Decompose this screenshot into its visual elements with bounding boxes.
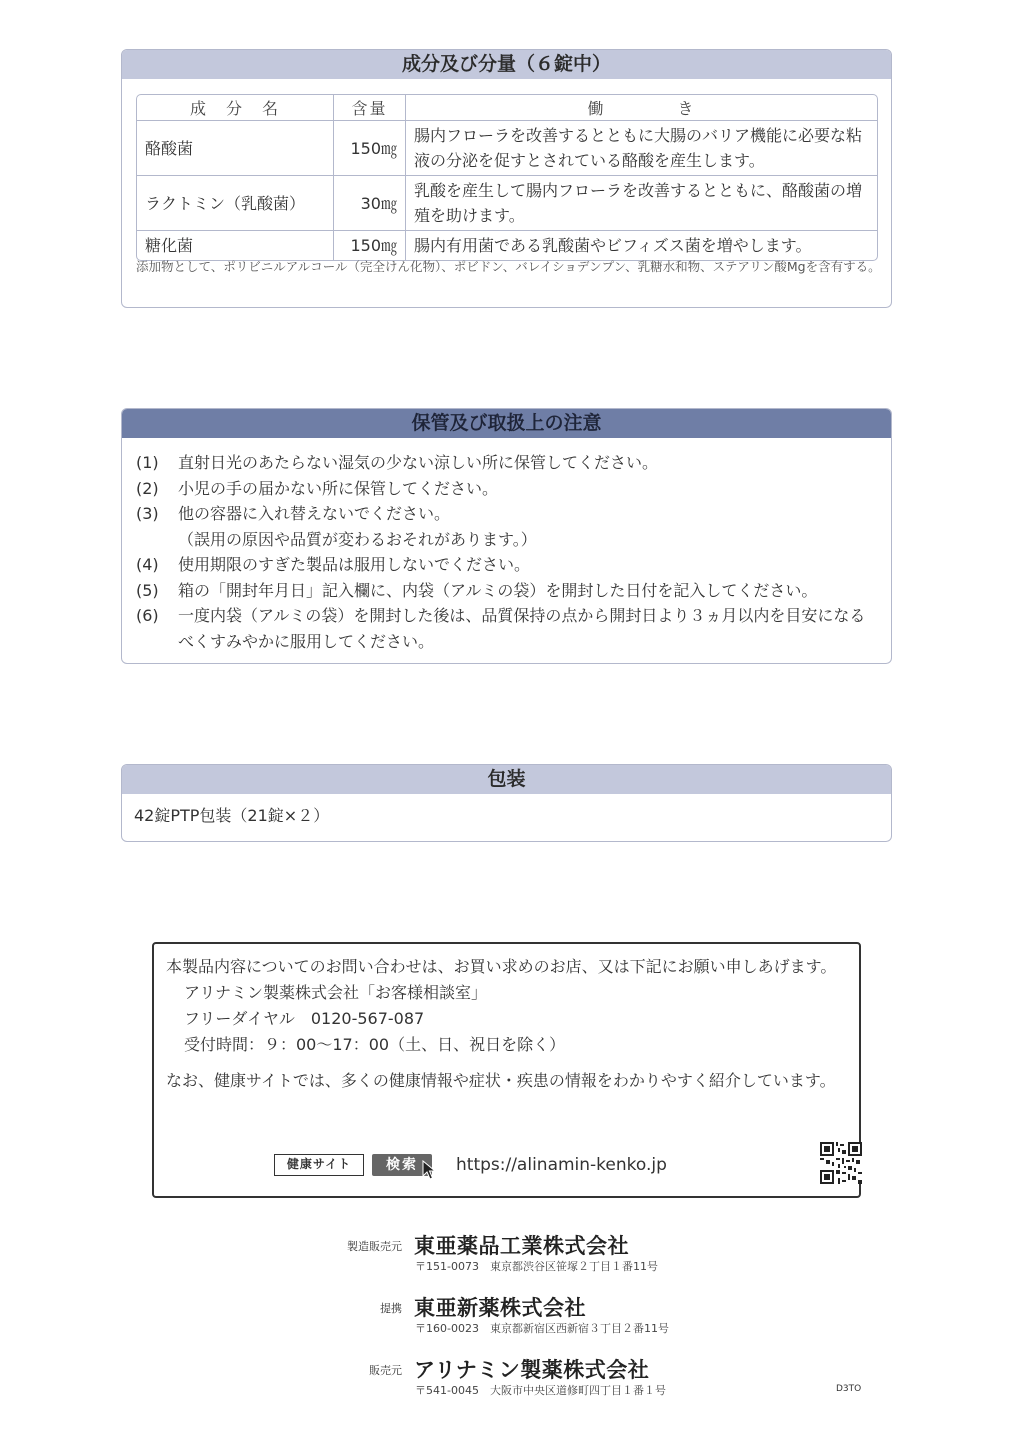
- contact-intro: 本製品内容についてのお問い合わせは、お買い求めのお店、又は下記にお願い申しあげます。: [166, 957, 837, 976]
- health-site-text: なお、健康サイトでは、多くの健康情報や症状・疾患の情報をわかりやすく紹介しています。: [166, 1071, 836, 1090]
- item-text: 一度内袋（アルミの袋）を開封した後は、品質保持の点から開封日より３ヵ月以内を目安になるべくすみやかに服用してください。: [178, 606, 866, 651]
- cursor-icon: [422, 1160, 436, 1180]
- item-number: (3): [136, 504, 159, 523]
- ingredient-amount: 30㎎: [334, 176, 406, 231]
- item-number: (6): [136, 606, 159, 625]
- item-number: (4): [136, 555, 159, 574]
- storage-title: 保管及び取扱上の注意: [122, 409, 891, 438]
- additives-note: 添加物として、ポリビニルアルコール（完全けん化物）、ポビドン、バレイショデンプン、乳糖水和物、ステアリン酸Mgを含有する。: [136, 259, 881, 274]
- company-role: 製造販売元: [347, 1240, 402, 1253]
- ingredients-table: [136, 94, 878, 261]
- company-address: 〒151-0073 東京都渋谷区笹塚２丁目１番11号: [415, 1260, 658, 1273]
- item-number: [136, 527, 178, 553]
- ingredient-name: ラクトミン（乳酸菌）: [137, 176, 334, 231]
- ingredients-section: [121, 49, 892, 308]
- company-name: 東亜薬品工業株式会社: [414, 1234, 629, 1258]
- item-number: (1): [136, 453, 159, 472]
- ingredient-name: 糖化菌: [137, 231, 334, 260]
- table-row: [137, 176, 877, 231]
- list-item: [136, 603, 891, 654]
- item-number: (2): [136, 478, 159, 498]
- contact-phone: フリーダイヤル 0120-567-087: [184, 1009, 425, 1028]
- item-text: 小児の手の届かない所に保管してください。: [178, 478, 499, 498]
- item-number: (5): [136, 580, 159, 600]
- qr-code-icon: [820, 1142, 862, 1184]
- contact-company: アリナミン製薬株式会社「お客様相談室」: [184, 983, 488, 1002]
- company-address: 〒541-0045 大阪市中央区道修町四丁目１番１号: [415, 1384, 666, 1397]
- table-header-row: [137, 95, 877, 121]
- storage-section: [121, 408, 892, 664]
- list-item: [136, 552, 891, 578]
- search-input[interactable]: 健康サイト: [274, 1154, 364, 1176]
- company-address: 〒160-0023 東京都新宿区西新宿３丁目２番11号: [415, 1322, 669, 1335]
- company-role: 販売元: [369, 1364, 402, 1377]
- list-item: [136, 578, 891, 604]
- company-name: アリナミン製薬株式会社: [414, 1358, 650, 1382]
- ingredient-amount: 150㎎: [334, 231, 406, 260]
- list-item: [136, 501, 891, 527]
- package-section: [121, 764, 892, 842]
- ingredient-name: 酪酸菌: [137, 121, 334, 176]
- contact-box: [152, 942, 861, 1198]
- ingredient-effect: 腸内有用菌である乳酸菌やビフィズス菌を増やします。: [414, 236, 812, 255]
- ingredient-effect: 乳酸を産生して腸内フローラを改善するとともに、酪酸菌の増殖を助けます。: [406, 176, 877, 231]
- item-text: （誤用の原因や品質が変わるおそれがあります。）: [178, 529, 537, 549]
- company-name: 東亜新薬株式会社: [414, 1296, 586, 1320]
- ingredient-effect: 腸内フローラを改善するとともに大腸のバリア機能に必要な粘液の分泌を促すとされている酪酸を産生します。: [406, 121, 877, 176]
- package-title: 包装: [122, 765, 891, 794]
- item-text: 箱の「開封年月日」記入欄に、内袋（アルミの袋）を開封した日付を記入してください。: [178, 580, 818, 600]
- site-url-link[interactable]: https://alinamin-kenko.jp: [456, 1155, 667, 1175]
- item-text: 使用期限のすぎた製品は服用しないでください。: [178, 555, 531, 574]
- company-role: 提携: [380, 1302, 402, 1315]
- ingredients-title: 成分及び分量（６錠中）: [122, 50, 891, 79]
- caution-list: [122, 438, 891, 654]
- item-text: 他の容器に入れ替えないでください。: [178, 504, 451, 523]
- ingredient-amount: 150㎎: [334, 121, 406, 176]
- header-effect: 働 き: [406, 95, 877, 121]
- item-text: 直射日光のあたらない湿気の少ない涼しい所に保管してください。: [178, 453, 659, 472]
- table-row: [137, 121, 877, 176]
- header-amount: 含量: [334, 95, 406, 121]
- contact-hours: 受付時間：９：00〜17：00（土、日、祝日を除く）: [184, 1035, 566, 1054]
- search-row: [274, 1150, 754, 1180]
- list-item: [136, 476, 891, 502]
- list-item: [136, 450, 891, 476]
- list-item: [136, 527, 891, 553]
- document-code: D3TO: [836, 1384, 862, 1394]
- package-text: 42錠PTP包装（21錠×２）: [134, 806, 330, 825]
- search-button[interactable]: 検索: [372, 1154, 432, 1176]
- header-name: 成 分 名: [137, 95, 334, 121]
